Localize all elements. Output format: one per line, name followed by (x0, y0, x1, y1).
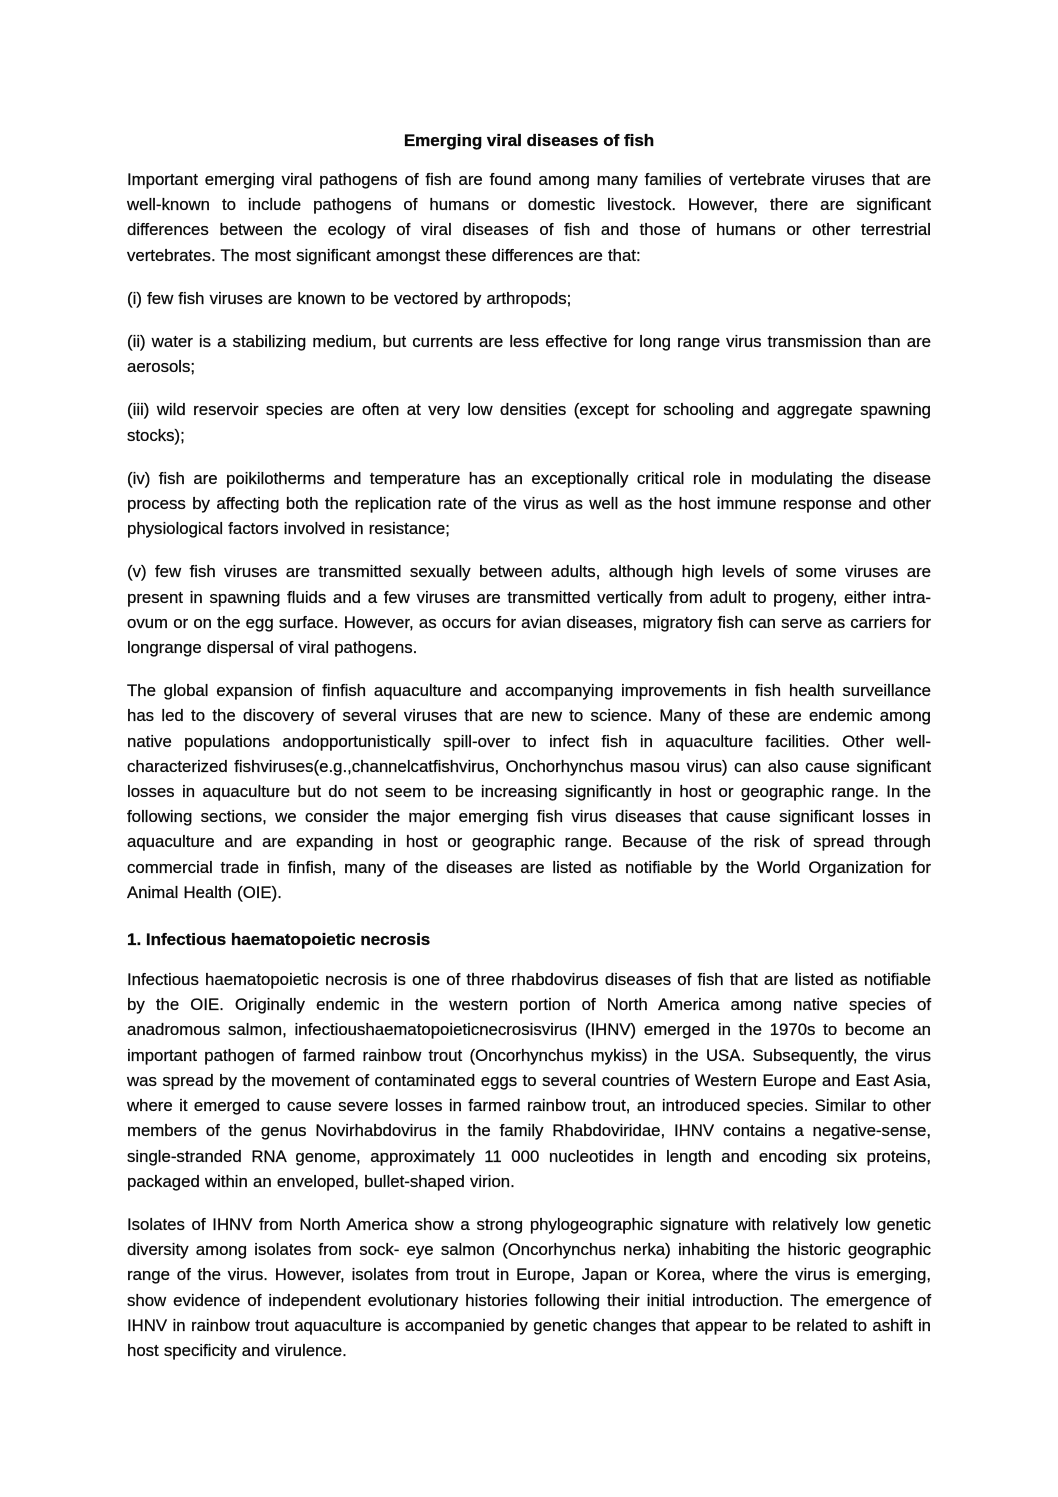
overview-paragraph: The global expansion of finfish aquaculture and accompanying improvements in fish health surveillance has led to the discovery of several viruses that are new to science. Many of these are endemic among native populations andopportunistically spill-over to infect fish in aquaculture facilities. Other well-characterized fishviruses(e.g.,channelcatfishvirus, Onchorhynchus masou virus) can also cause significant losses in aquaculture but do not seem to be increasing significantly in host or geographic range. In the following sections, we consider the major emerging fish virus diseases that cause significant losses in aquaculture and are expanding in host or geographic range. Because of the risk of spread through commercial trade in finfish, many of the diseases are listed as notifiable by the World Organization for Animal Health (OIE). (127, 681, 931, 902)
list-item-iii: (iii) wild reservoir species are often at very low densities (except for schooling and aggregate spawning stocks); (127, 400, 931, 445)
list-item-ii: (ii) water is a stabilizing medium, but currents are less effective for long range virus transmission than are aerosols; (127, 332, 931, 377)
section-1-paragraph-1: Infectious haematopoietic necrosis is one of three rhabdovirus diseases of fish that are listed as notifiable by the OIE. Originally endemic in the western portion of North America among native species of anadromous salmon, infectioushaematopoieticnecrosisvirus (IHNV) emerged in the 1970s to become an important pathogen of farmed rainbow trout (Oncorhynchus mykiss) in the USA. Subsequently, the virus was spread by the movement of contaminated eggs to several countries of Western Europe and East Asia, where it emerged to cause severe losses in farmed rainbow trout, an introduced species. Similar to other members of the genus Novirhabdovirus in the family Rhabdoviridae, IHNV contains a negative-sense, single-stranded RNA genome, approximately 11 000 nucleotides in length and encoding six proteins, packaged within an enveloped, bullet-shaped virion. (127, 970, 931, 1191)
list-item-iv: (iv) fish are poikilotherms and temperature has an exceptionally critical role in modulating the disease process by affecting both the replication rate of the virus as well as the host immune response and other physiological factors involved in resistance; (127, 468, 931, 539)
list-item-i: (i) few fish viruses are known to be vectored by arthropods; (127, 288, 572, 308)
intro-paragraph: Important emerging viral pathogens of fish are found among many families of vertebrate viruses that are well-known to include pathogens of humans or domestic livestock. However, there are significant differences between the ecology of viral diseases of fish and those of humans or other terrestrial vertebrates. The most significant amongst these differences are that: (127, 170, 931, 265)
list-item-v: (v) few fish viruses are transmitted sexually between adults, although high levels of some viruses are present in spawning fluids and a few viruses are transmitted vertically from adult to progeny, either intra-ovum or on the egg surface. However, as occurs for avian diseases, migratory fish can serve as carriers for longrange dispersal of viral pathogens. (127, 562, 931, 658)
section-1-paragraph-2: Isolates of IHNV from North America show a strong phylogeographic signature with relatively low genetic diversity among isolates from sock- eye salmon (Oncorhynchus nerka) inhabiting the historic geographic range of the virus. However, isolates from trout in Europe, Japan or Korea, where the virus is emerging, show evidence of independent evolutionary histories following their initial introduction. The emergence of IHNV in rainbow trout aquaculture is accompanied by genetic changes that appear to be related to ashift in host specificity and virulence. (127, 1214, 931, 1360)
section-1-heading: 1. Infectious haematopoietic necrosis (127, 930, 431, 950)
document-title: Emerging viral diseases of fish (403, 131, 655, 150)
